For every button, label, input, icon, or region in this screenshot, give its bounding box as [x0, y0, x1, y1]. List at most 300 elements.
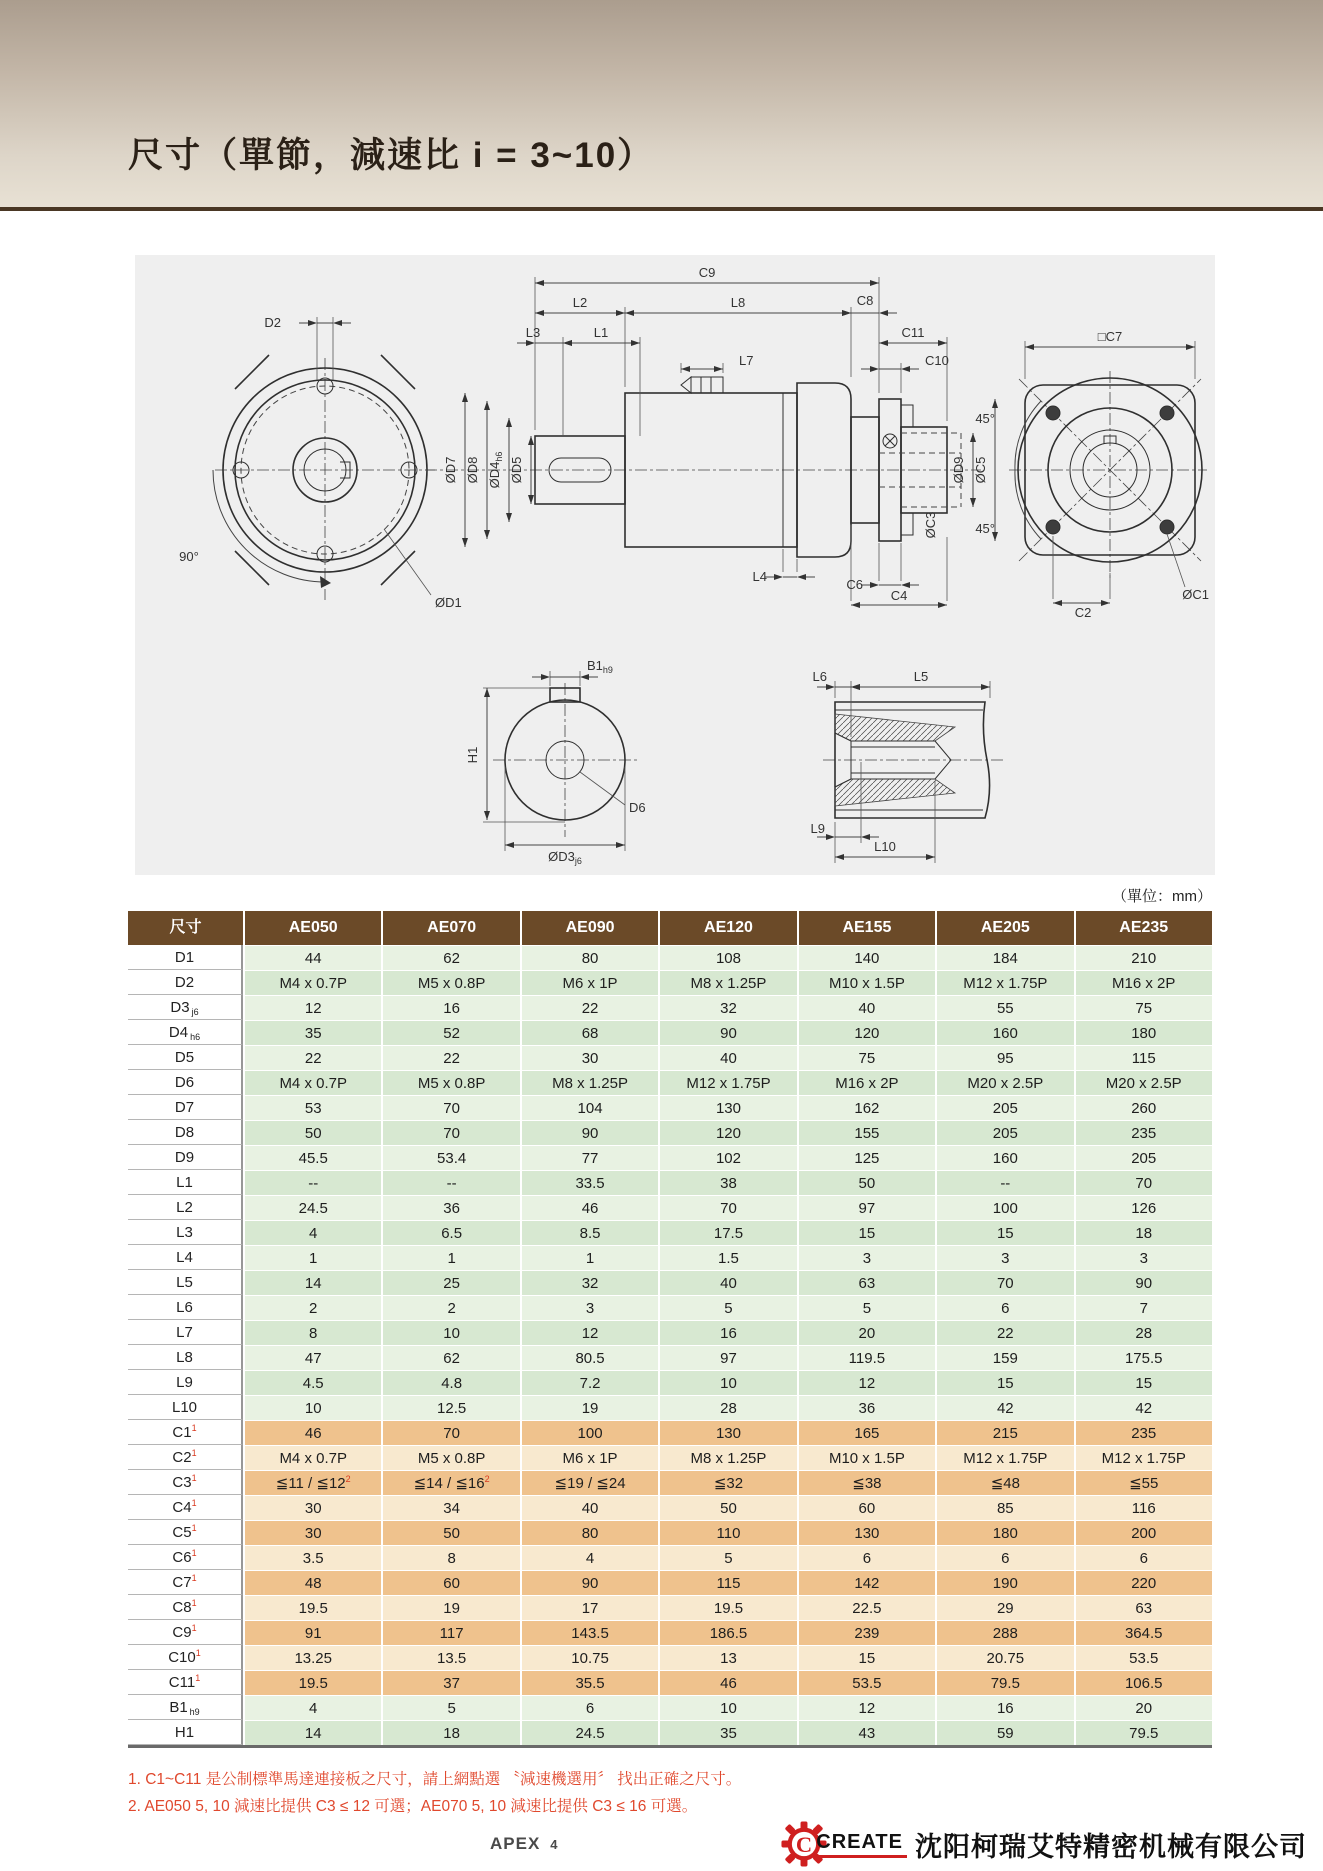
dim-label-c4: C4 — [890, 588, 908, 603]
dim-cell: 34 — [381, 1495, 519, 1520]
brand-block — [778, 1818, 1307, 1870]
dim-cell: 90 — [658, 1020, 796, 1045]
dim-cell: 29 — [935, 1595, 1073, 1620]
dim-cell: 53.4 — [381, 1145, 519, 1170]
dim-cell: 28 — [658, 1395, 796, 1420]
table-row — [128, 945, 1212, 970]
table-row — [128, 1445, 1212, 1470]
dim-cell: 235 — [1074, 1420, 1212, 1445]
dim-cell: 5 — [381, 1695, 519, 1720]
page-banner — [0, 0, 1323, 211]
row-label: $C1^1$ — [128, 1420, 243, 1445]
dim-cell: 205 — [1074, 1145, 1212, 1170]
table-row — [128, 1370, 1212, 1395]
apex-label: APEX — [490, 1834, 541, 1853]
dim-cell: 53 — [243, 1095, 381, 1120]
dim-cell: 3 — [1074, 1245, 1212, 1270]
dim-cell: 17 — [520, 1595, 658, 1620]
dim-cell: 12.5 — [381, 1395, 519, 1420]
dim-cell: 17.5 — [658, 1220, 796, 1245]
dim-cell: 30 — [243, 1495, 381, 1520]
dim-cell: 160 — [935, 1020, 1073, 1045]
dim-cell: M4 x 0.7P — [243, 970, 381, 995]
technical-drawing — [135, 255, 1215, 875]
dim-cell: 180 — [935, 1520, 1073, 1545]
footnote-line: 2. AE050 5, 10 減速比提供 C3 ≤ 12 可選；AE070 5, 10 減速比提供 C3 ≤ 16 可選。 — [128, 1798, 698, 1816]
dim-cell: 235 — [1074, 1120, 1212, 1145]
dim-cell: 32 — [658, 995, 796, 1020]
dim-cell: 32 — [520, 1270, 658, 1295]
dim-cell: 15 — [935, 1220, 1073, 1245]
dim-cell: 38 — [658, 1170, 796, 1195]
dim-label-d6: D6 — [629, 800, 646, 815]
dim-cell: M12 x 1.75P — [658, 1070, 796, 1095]
table-row — [128, 1495, 1212, 1520]
dim-cell: 91 — [243, 1620, 381, 1645]
dim-cell: 22 — [520, 995, 658, 1020]
dim-cell: 52 — [381, 1020, 519, 1045]
dim-cell: 90 — [520, 1120, 658, 1145]
dim-cell: 35 — [658, 1720, 796, 1745]
row-label: D9 — [128, 1145, 243, 1170]
table-row — [128, 970, 1212, 995]
dim-cell: 115 — [658, 1570, 796, 1595]
row-label: L1 — [128, 1170, 243, 1195]
dim-cell: 70 — [658, 1195, 796, 1220]
page-title: 尺寸（單節，減速比 i = 3~10） — [128, 136, 655, 175]
front-view — [213, 355, 435, 600]
dim-cell: 1.5 — [658, 1245, 796, 1270]
dim-cell: 100 — [935, 1195, 1073, 1220]
dim-cell: 63 — [1074, 1595, 1212, 1620]
dim-cell: 79.5 — [1074, 1720, 1212, 1745]
dim-cell: M10 x 1.5P — [797, 970, 935, 995]
dim-cell: 60 — [797, 1495, 935, 1520]
table-row — [128, 1420, 1212, 1445]
dim-cell: 130 — [658, 1095, 796, 1120]
table-row — [128, 1345, 1212, 1370]
dim-cell: 175.5 — [1074, 1345, 1212, 1370]
dim-cell: 55 — [935, 995, 1073, 1020]
table-row — [128, 1020, 1212, 1045]
dim-cell: 53.5 — [797, 1670, 935, 1695]
dim-cell: 20 — [1074, 1695, 1212, 1720]
dim-cell: 15 — [797, 1220, 935, 1245]
dim-cell: 126 — [1074, 1195, 1212, 1220]
dim-cell: 63 — [797, 1270, 935, 1295]
row-label: $C9^1$ — [128, 1620, 243, 1645]
dim-cell: 46 — [243, 1420, 381, 1445]
dim-cell: 6 — [935, 1295, 1073, 1320]
dim-label-oc5: ØC5 — [973, 456, 988, 484]
table-row — [128, 1595, 1212, 1620]
dim-cell: M20 x 2.5P — [1074, 1070, 1212, 1095]
dim-cell: M6 x 1P — [520, 970, 658, 995]
row-label: H1 — [128, 1720, 243, 1745]
dim-label-od5: ØD5 — [509, 456, 524, 484]
dim-cell: 42 — [1074, 1395, 1212, 1420]
row-label: $C8^1$ — [128, 1595, 243, 1620]
flange-face-view — [1009, 371, 1207, 579]
dim-cell: M20 x 2.5P — [935, 1070, 1073, 1095]
dim-label-oc3: ØC3 — [923, 511, 938, 539]
dim-cell: 106.5 — [1074, 1670, 1212, 1695]
dim-cell: 24.5 — [243, 1195, 381, 1220]
header-cell-model: AE070 — [381, 911, 519, 945]
dim-cell: 36 — [381, 1195, 519, 1220]
dim-cell: 42 — [935, 1395, 1073, 1420]
dim-cell: 117 — [381, 1620, 519, 1645]
dim-cell: 45.5 — [243, 1145, 381, 1170]
dim-cell: 62 — [381, 1345, 519, 1370]
dim-cell: 1 — [520, 1245, 658, 1270]
dim-cell: 36 — [797, 1395, 935, 1420]
drawing-panel — [135, 255, 1215, 875]
dim-cell: 35.5 — [520, 1670, 658, 1695]
dim-cell: 80 — [520, 945, 658, 970]
dim-label-l5: L5 — [913, 669, 929, 684]
dim-cell: 46 — [520, 1195, 658, 1220]
table-row — [128, 1320, 1212, 1345]
dim-cell: -- — [243, 1170, 381, 1195]
dim-cell: 220 — [1074, 1570, 1212, 1595]
dim-cell: 44 — [243, 945, 381, 970]
dim-cell: 125 — [797, 1145, 935, 1170]
table-row — [128, 1145, 1212, 1170]
dim-cell: 68 — [520, 1020, 658, 1045]
dim-label-b1: $B1_{h9}$ — [587, 658, 613, 675]
dim-cell: 22.5 — [797, 1595, 935, 1620]
table-header-row — [128, 911, 1212, 945]
dim-cell: 160 — [935, 1145, 1073, 1170]
dim-cell: 43 — [797, 1720, 935, 1745]
row-label: D4 $_{h6}$ — [128, 1020, 243, 1045]
dim-cell: 210 — [1074, 945, 1212, 970]
dim-cell: 12 — [797, 1370, 935, 1395]
dim-cell: 18 — [1074, 1220, 1212, 1245]
dim-cell: 8.5 — [520, 1220, 658, 1245]
dim-label-od8: ØD8 — [465, 456, 480, 484]
dim-cell: 70 — [381, 1095, 519, 1120]
dim-cell: 3 — [935, 1245, 1073, 1270]
table-row — [128, 1470, 1212, 1495]
row-label: $C10^1$ — [128, 1645, 243, 1670]
dim-cell: M8 x 1.25P — [658, 1445, 796, 1470]
footnotes — [128, 1766, 1218, 1820]
dim-table-body — [128, 945, 1212, 1745]
dim-cell: -- — [381, 1170, 519, 1195]
dim-cell: 47 — [243, 1345, 381, 1370]
dim-cell: M12 x 1.75P — [935, 1445, 1073, 1470]
dim-cell: 70 — [381, 1120, 519, 1145]
header-cell-model: AE205 — [935, 911, 1073, 945]
dim-cell: M12 x 1.75P — [1074, 1445, 1212, 1470]
dim-label-deg45b: 45° — [975, 521, 995, 536]
page-footer — [0, 1816, 1323, 1871]
dim-cell: 75 — [1074, 995, 1212, 1020]
dim-label-c11: C11 — [901, 325, 925, 340]
dim-label-l3: L3 — [525, 325, 541, 340]
row-label: D7 — [128, 1095, 243, 1120]
dim-label-c2: C2 — [1074, 605, 1092, 620]
dim-cell: ≦38 — [797, 1470, 935, 1495]
dim-cell: 6 — [797, 1545, 935, 1570]
dim-cell: M10 x 1.5P — [797, 1445, 935, 1470]
dim-cell: 10 — [381, 1320, 519, 1345]
dim-cell: 19.5 — [658, 1595, 796, 1620]
dim-cell: 18 — [381, 1720, 519, 1745]
dim-label-h1: H1 — [465, 746, 480, 764]
dim-cell: 24.5 — [520, 1720, 658, 1745]
unit-label: （單位：mm） — [1112, 888, 1212, 905]
dim-cell: 165 — [797, 1420, 935, 1445]
dim-cell: 10 — [658, 1695, 796, 1720]
dim-cell: 77 — [520, 1145, 658, 1170]
dim-cell: 143.5 — [520, 1620, 658, 1645]
dim-cell: 40 — [658, 1045, 796, 1070]
dim-label-od9: ØD9 — [951, 456, 966, 484]
dim-cell: 190 — [935, 1570, 1073, 1595]
dim-cell: 30 — [520, 1045, 658, 1070]
table-row — [128, 1245, 1212, 1270]
header-cell-model: AE050 — [243, 911, 381, 945]
dim-cell: 25 — [381, 1270, 519, 1295]
table-row — [128, 1395, 1212, 1420]
dim-cell: M5 x 0.8P — [381, 1445, 519, 1470]
dim-cell: 15 — [935, 1370, 1073, 1395]
dim-cell: 119.5 — [797, 1345, 935, 1370]
dim-label-c8: C8 — [856, 293, 874, 308]
header-cell-model: AE235 — [1074, 911, 1212, 945]
header-cell-model: AE120 — [658, 911, 796, 945]
dim-cell: M8 x 1.25P — [658, 970, 796, 995]
dim-cell: 3.5 — [243, 1545, 381, 1570]
row-label: L2 — [128, 1195, 243, 1220]
dim-label-l1: L1 — [593, 325, 609, 340]
dim-label-l4: L4 — [752, 569, 767, 584]
dim-cell: 40 — [658, 1270, 796, 1295]
create-logo-text: CREATE — [816, 1831, 907, 1858]
dim-label-deg45a: 45° — [975, 411, 995, 426]
dim-cell: M5 x 0.8P — [381, 970, 519, 995]
dim-cell: ≦55 — [1074, 1470, 1212, 1495]
table-row — [128, 1695, 1212, 1720]
dim-cell: 16 — [658, 1320, 796, 1345]
dim-cell: 46 — [658, 1670, 796, 1695]
dim-label-c9: C9 — [698, 265, 716, 280]
dim-cell: 180 — [1074, 1020, 1212, 1045]
dim-cell: 205 — [935, 1095, 1073, 1120]
dim-cell: 48 — [243, 1570, 381, 1595]
dim-cell: 19.5 — [243, 1595, 381, 1620]
table-row — [128, 1295, 1212, 1320]
dim-cell: 1 — [243, 1245, 381, 1270]
table-row — [128, 1620, 1212, 1645]
dim-cell: M4 x 0.7P — [243, 1070, 381, 1095]
dim-cell: 142 — [797, 1570, 935, 1595]
shaft-end-view — [493, 683, 637, 837]
dim-cell: 19 — [520, 1395, 658, 1420]
dim-cell: 239 — [797, 1620, 935, 1645]
row-label: $C2^1$ — [128, 1445, 243, 1470]
dim-cell: 4 — [243, 1695, 381, 1720]
dim-cell: 288 — [935, 1620, 1073, 1645]
dim-cell: 100 — [520, 1420, 658, 1445]
dim-cell: 59 — [935, 1720, 1073, 1745]
dim-cell: 155 — [797, 1120, 935, 1145]
dim-cell: 40 — [520, 1495, 658, 1520]
dim-cell: 10 — [658, 1370, 796, 1395]
dim-label-l10: L10 — [874, 839, 896, 854]
dim-cell: 90 — [520, 1570, 658, 1595]
dim-cell: 28 — [1074, 1320, 1212, 1345]
dim-cell: 13 — [658, 1645, 796, 1670]
dim-cell: 10 — [243, 1395, 381, 1420]
dim-cell: ≦48 — [935, 1470, 1073, 1495]
dim-cell: M12 x 1.75P — [935, 970, 1073, 995]
dim-cell: ≦14 / $≦16^2$ — [381, 1470, 519, 1495]
dim-cell: 13.5 — [381, 1645, 519, 1670]
dim-cell: 14 — [243, 1720, 381, 1745]
dim-cell: 80.5 — [520, 1345, 658, 1370]
dim-label-l9: L9 — [810, 821, 825, 836]
table-row — [128, 1670, 1212, 1695]
table-row — [128, 1070, 1212, 1095]
header-cell-model: AE155 — [797, 911, 935, 945]
dim-cell: 85 — [935, 1495, 1073, 1520]
dim-label-od4: $ØD4_{h6}$ — [487, 451, 504, 489]
dim-cell: 80 — [520, 1520, 658, 1545]
dim-cell: 60 — [381, 1570, 519, 1595]
dim-label-c6: C6 — [846, 577, 863, 592]
dim-cell: ≦11 / $≦12^2$ — [243, 1470, 381, 1495]
dim-cell: 1 — [381, 1245, 519, 1270]
dim-cell: 116 — [1074, 1495, 1212, 1520]
dim-cell: 70 — [1074, 1170, 1212, 1195]
table-row — [128, 1720, 1212, 1745]
dim-cell: 200 — [1074, 1520, 1212, 1545]
dim-cell: 13.25 — [243, 1645, 381, 1670]
dim-cell: 5 — [658, 1295, 796, 1320]
dim-cell: 22 — [935, 1320, 1073, 1345]
row-label: L9 — [128, 1370, 243, 1395]
dim-cell: 115 — [1074, 1045, 1212, 1070]
dim-cell: 19 — [381, 1595, 519, 1620]
dim-cell: 184 — [935, 945, 1073, 970]
dim-cell: 4 — [520, 1545, 658, 1570]
dim-cell: 2 — [243, 1295, 381, 1320]
table-row — [128, 1195, 1212, 1220]
dim-cell: 33.5 — [520, 1170, 658, 1195]
dim-cell: M4 x 0.7P — [243, 1445, 381, 1470]
dim-cell: 10.75 — [520, 1645, 658, 1670]
dim-cell: 260 — [1074, 1095, 1212, 1120]
dim-cell: 5 — [658, 1545, 796, 1570]
dim-cell: 75 — [797, 1045, 935, 1070]
table-row — [128, 1645, 1212, 1670]
row-label: $C5^1$ — [128, 1520, 243, 1545]
dim-cell: 5 — [797, 1295, 935, 1320]
dim-cell: 6.5 — [381, 1220, 519, 1245]
dim-cell: 90 — [1074, 1270, 1212, 1295]
dim-cell: 120 — [797, 1020, 935, 1045]
row-label: L10 — [128, 1395, 243, 1420]
dim-cell: 50 — [381, 1520, 519, 1545]
page-number: 4 — [550, 1837, 559, 1852]
company-name: 沈阳柯瑞艾特精密机械有限公司 — [915, 1831, 1307, 1862]
dim-label-l6: L6 — [812, 669, 827, 684]
dim-cell: 19.5 — [243, 1670, 381, 1695]
apex-page-label — [490, 1834, 559, 1854]
dim-cell: 104 — [520, 1095, 658, 1120]
row-label: L8 — [128, 1345, 243, 1370]
dim-label-oc1: ØC1 — [1182, 587, 1209, 602]
dim-cell: 110 — [658, 1520, 796, 1545]
dim-cell: 15 — [797, 1645, 935, 1670]
dim-cell: 50 — [243, 1120, 381, 1145]
dim-cell: 97 — [658, 1345, 796, 1370]
table-row — [128, 1270, 1212, 1295]
row-label: L6 — [128, 1295, 243, 1320]
dim-cell: 8 — [381, 1545, 519, 1570]
dim-cell: 16 — [935, 1695, 1073, 1720]
table-row — [128, 1220, 1212, 1245]
dim-cell: 108 — [658, 945, 796, 970]
dim-cell: 30 — [243, 1520, 381, 1545]
table-row — [128, 1045, 1212, 1070]
row-label: D8 — [128, 1120, 243, 1145]
dim-cell: ≦19 / ≦24 — [520, 1470, 658, 1495]
dim-cell: 186.5 — [658, 1620, 796, 1645]
dim-label-od7: ØD7 — [443, 456, 458, 484]
dim-cell: M8 x 1.25P — [520, 1070, 658, 1095]
dim-cell: 7 — [1074, 1295, 1212, 1320]
row-label: L4 — [128, 1245, 243, 1270]
dimension-annotations — [179, 265, 1209, 866]
dim-cell: 14 — [243, 1270, 381, 1295]
dim-cell: 364.5 — [1074, 1620, 1212, 1645]
dim-cell: 40 — [797, 995, 935, 1020]
dim-cell: -- — [935, 1170, 1073, 1195]
row-label: $C4^1$ — [128, 1495, 243, 1520]
dim-cell: 50 — [658, 1495, 796, 1520]
dim-cell: 140 — [797, 945, 935, 970]
dim-label-l2: L2 — [572, 295, 588, 310]
row-label: D1 — [128, 945, 243, 970]
dim-cell: 3 — [797, 1245, 935, 1270]
row-label: $C6^1$ — [128, 1545, 243, 1570]
row-label: D5 — [128, 1045, 243, 1070]
row-label: $C7^1$ — [128, 1570, 243, 1595]
dim-cell: 22 — [381, 1045, 519, 1070]
table-row — [128, 1170, 1212, 1195]
svg-text:C: C — [796, 1831, 813, 1857]
dim-cell: M16 x 2P — [797, 1070, 935, 1095]
dim-cell: 4.5 — [243, 1370, 381, 1395]
dim-cell: 16 — [381, 995, 519, 1020]
dim-cell: M6 x 1P — [520, 1445, 658, 1470]
dim-cell: 8 — [243, 1320, 381, 1345]
table-row — [128, 1545, 1212, 1570]
shaft-section-view — [823, 702, 1005, 818]
dim-cell: 37 — [381, 1670, 519, 1695]
dim-cell: 6 — [1074, 1545, 1212, 1570]
table-row — [128, 995, 1212, 1020]
dim-cell: 12 — [797, 1695, 935, 1720]
row-label: $C3^1$ — [128, 1470, 243, 1495]
dim-cell: 20 — [797, 1320, 935, 1345]
dim-cell: 95 — [935, 1045, 1073, 1070]
